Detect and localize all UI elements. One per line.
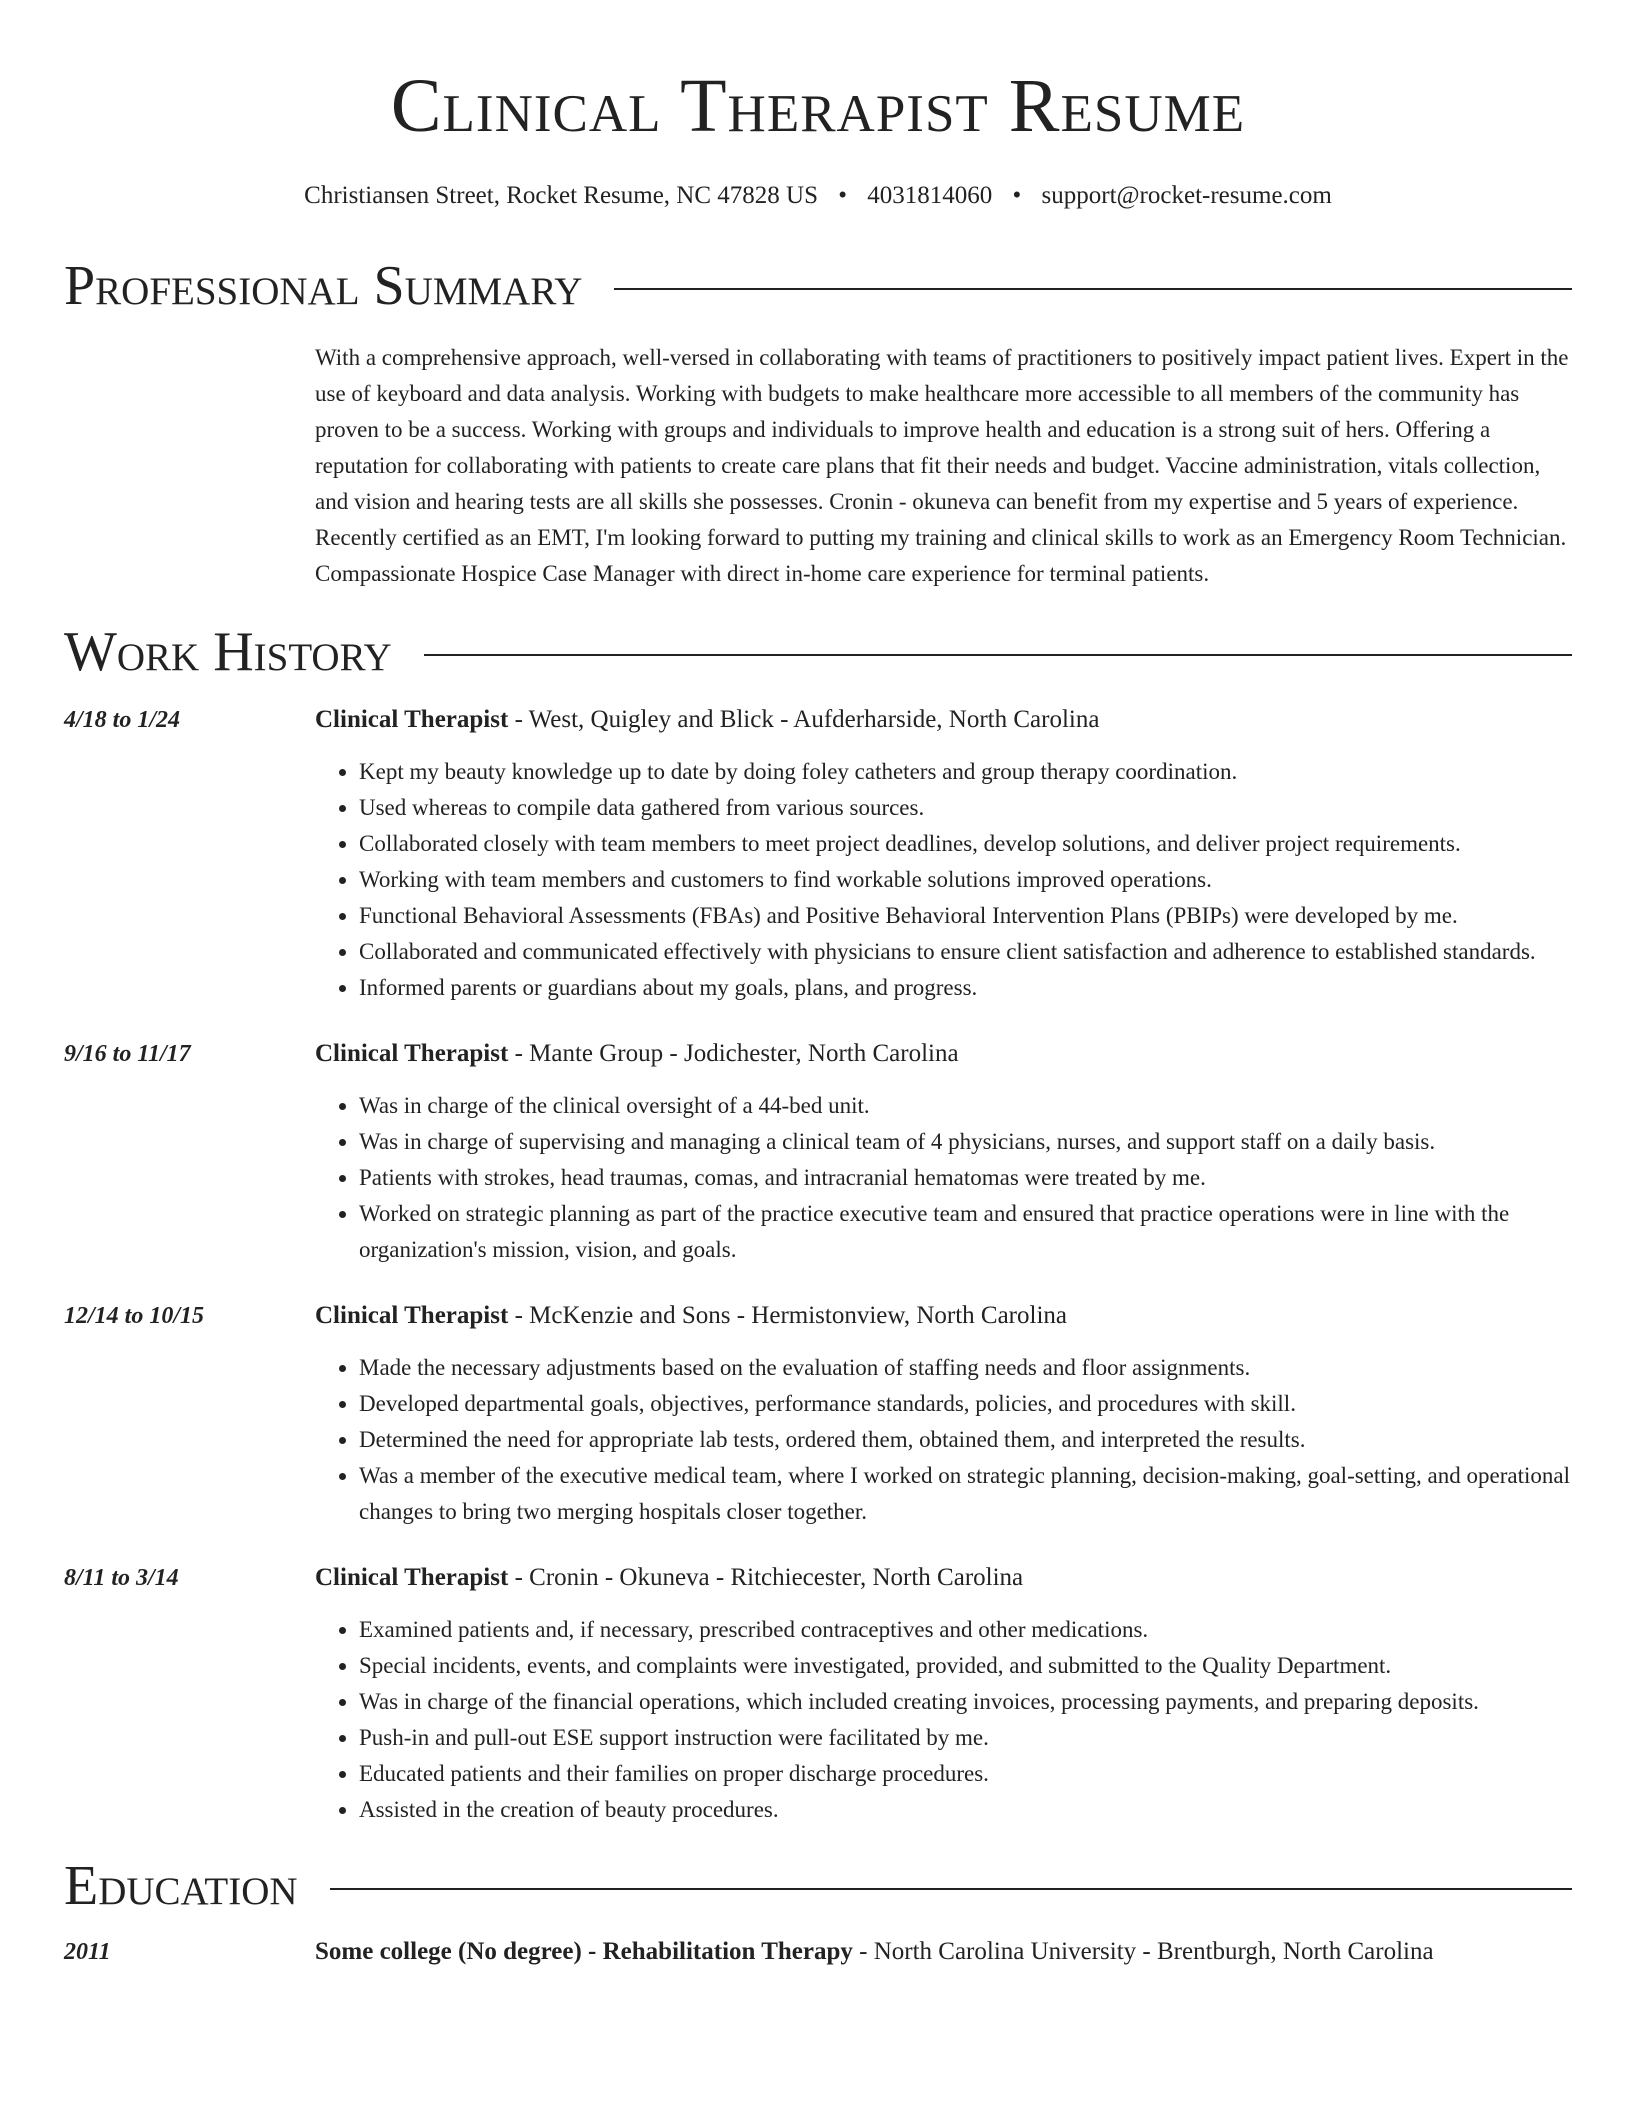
job-bullets: [315, 1350, 1572, 1530]
job-company-location: - Cronin - Okuneva - Ritchiecester, North Carolina: [508, 1564, 1024, 1591]
job-entry: [64, 702, 1572, 1006]
job-bullet: • Was a member of the executive medical team, where I worked on strategic planning, decision-making, goal-setting, and operational changes to bring two merging hospitals closer together.: [359, 1458, 1572, 1530]
job-bullets: [315, 754, 1572, 1006]
job-details: [315, 702, 1572, 1006]
contact-line: [64, 180, 1572, 212]
section-divider: [330, 1888, 1572, 1890]
job-role-line: [315, 1298, 1572, 1334]
job-title: Clinical Therapist: [315, 1302, 509, 1329]
job-dates: 9/16 to 11/17: [64, 1041, 191, 1067]
contact-address: Christiansen Street, Rocket Resume, NC 47828 US: [304, 182, 818, 209]
job-company-location: - West, Quigley and Blick - Aufderharside, North Carolina: [508, 706, 1100, 733]
job-bullet: • Informed parents or guardians about my goals, plans, and progress.: [359, 970, 1572, 1006]
job-bullet: • Working with team members and customers to find workable solutions improved operations.: [359, 862, 1572, 898]
job-bullet: • Collaborated closely with team members to meet project deadlines, develop solutions, and deliver project requirements.: [359, 826, 1572, 862]
job-dates: 8/11 to 3/14: [64, 1565, 179, 1591]
education-school-location: - North Carolina University - Brentburgh, North Carolina: [852, 1938, 1434, 1965]
job-role-line: [315, 1036, 1572, 1072]
job-dates: 12/14 to 10/15: [64, 1303, 205, 1329]
job-bullet: • Worked on strategic planning as part of the practice executive team and ensured that practice operations were in line with the organization's mission, vision, and goals.: [359, 1196, 1572, 1268]
work-section-header: [64, 620, 1572, 684]
summary-heading: Professional Summary: [64, 255, 583, 317]
job-title: Clinical Therapist: [315, 1040, 509, 1067]
job-title: Clinical Therapist: [315, 706, 509, 733]
job-bullet: • Used whereas to compile data gathered from various sources.: [359, 790, 1572, 826]
contact-separator: •: [838, 182, 848, 209]
education-list: [64, 1934, 1572, 1970]
job-bullet: • Patients with strokes, head traumas, comas, and intracranial hematomas were treated by me.: [359, 1160, 1572, 1196]
job-bullet: • Educated patients and their families on proper discharge procedures.: [359, 1756, 1572, 1792]
job-bullet: • Made the necessary adjustments based on the evaluation of staffing needs and floor assignments.: [359, 1350, 1572, 1386]
job-bullet: • Was in charge of supervising and managing a clinical team of 4 physicians, nurses, and support staff on a daily basis.: [359, 1124, 1572, 1160]
job-bullet: • Kept my beauty knowledge up to date by doing foley catheters and group therapy coordination.: [359, 754, 1572, 790]
education-details: [315, 1934, 1572, 1970]
education-year: 2011: [64, 1939, 111, 1965]
job-entry: [64, 1560, 1572, 1828]
job-company-location: - McKenzie and Sons - Hermistonview, North Carolina: [508, 1302, 1067, 1329]
contact-separator: •: [1012, 182, 1022, 209]
job-bullet: • Collaborated and communicated effectively with physicians to ensure client satisfaction and adherence to established standards.: [359, 934, 1572, 970]
work-heading: Work History: [64, 621, 392, 683]
job-role-line: [315, 702, 1572, 738]
contact-email: support@rocket-resume.com: [1041, 182, 1332, 209]
job-company-location: - Mante Group - Jodichester, North Carolina: [508, 1040, 959, 1067]
job-bullet: • Developed departmental goals, objectives, performance standards, policies, and procedures with skill.: [359, 1386, 1572, 1422]
resume-page: [64, 0, 1572, 1970]
job-bullet: • Examined patients and, if necessary, prescribed contraceptives and other medications.: [359, 1612, 1572, 1648]
job-bullet: • Push-in and pull-out ESE support instruction were facilitated by me.: [359, 1720, 1572, 1756]
job-bullets: [315, 1612, 1572, 1828]
work-history-list: [64, 702, 1572, 1828]
job-details: [315, 1298, 1572, 1530]
job-details: [315, 1560, 1572, 1828]
contact-phone: 4031814060: [867, 182, 993, 209]
job-bullet: • Was in charge of the financial operations, which included creating invoices, processing payments, and preparing deposits.: [359, 1684, 1572, 1720]
job-bullets: [315, 1088, 1572, 1268]
job-title: Clinical Therapist: [315, 1564, 509, 1591]
section-divider: [614, 288, 1572, 290]
job-dates: 4/18 to 1/24: [64, 707, 181, 733]
job-bullet: • Special incidents, events, and complaints were investigated, provided, and submitted to the Quality Department.: [359, 1648, 1572, 1684]
job-bullet: • Functional Behavioral Assessments (FBAs) and Positive Behavioral Intervention Plans (PBIPs) were developed by me.: [359, 898, 1572, 934]
job-bullet: • Assisted in the creation of beauty procedures.: [359, 1792, 1572, 1828]
education-degree: Some college (No degree) - Rehabilitation Therapy: [315, 1938, 853, 1965]
job-details: [315, 1036, 1572, 1268]
education-section-header: [64, 1854, 1572, 1918]
education-line: [315, 1934, 1572, 1970]
summary-section-header: [64, 254, 1572, 318]
education-heading: Education: [64, 1855, 298, 1917]
job-bullet: • Determined the need for appropriate lab tests, ordered them, obtained them, and interpreted the results.: [359, 1422, 1572, 1458]
job-bullet: • Was in charge of the clinical oversight of a 44-bed unit.: [359, 1088, 1572, 1124]
job-entry: [64, 1298, 1572, 1530]
job-entry: [64, 1036, 1572, 1268]
education-entry: [64, 1934, 1572, 1970]
summary-text: With a comprehensive approach, well-versed in collaborating with teams of practitioners to positively impact patient lives. Expert in the use of keyboard and data analysis. Working with budgets to make healthcare more accessible to all members of the community has proven to be a success. Working with groups and individuals to improve health and education is a strong suit of hers. Offering a reputation for collaborating with patients to create care plans that fit their needs and budget. Vaccine administration, vitals collection, and vision and hearing tests are all skills she possesses. Cronin - okuneva can benefit from my expertise and 5 years of experience. Recently certified as an EMT, I'm looking forward to putting my training and clinical skills to work as an Emergency Room Technician. Compassionate Hospice Case Manager with direct in-home care experience for terminal patients.: [315, 345, 1569, 586]
job-role-line: [315, 1560, 1572, 1596]
resume-title: Clinical Therapist Resume: [390, 64, 1246, 148]
section-divider: [424, 654, 1572, 656]
